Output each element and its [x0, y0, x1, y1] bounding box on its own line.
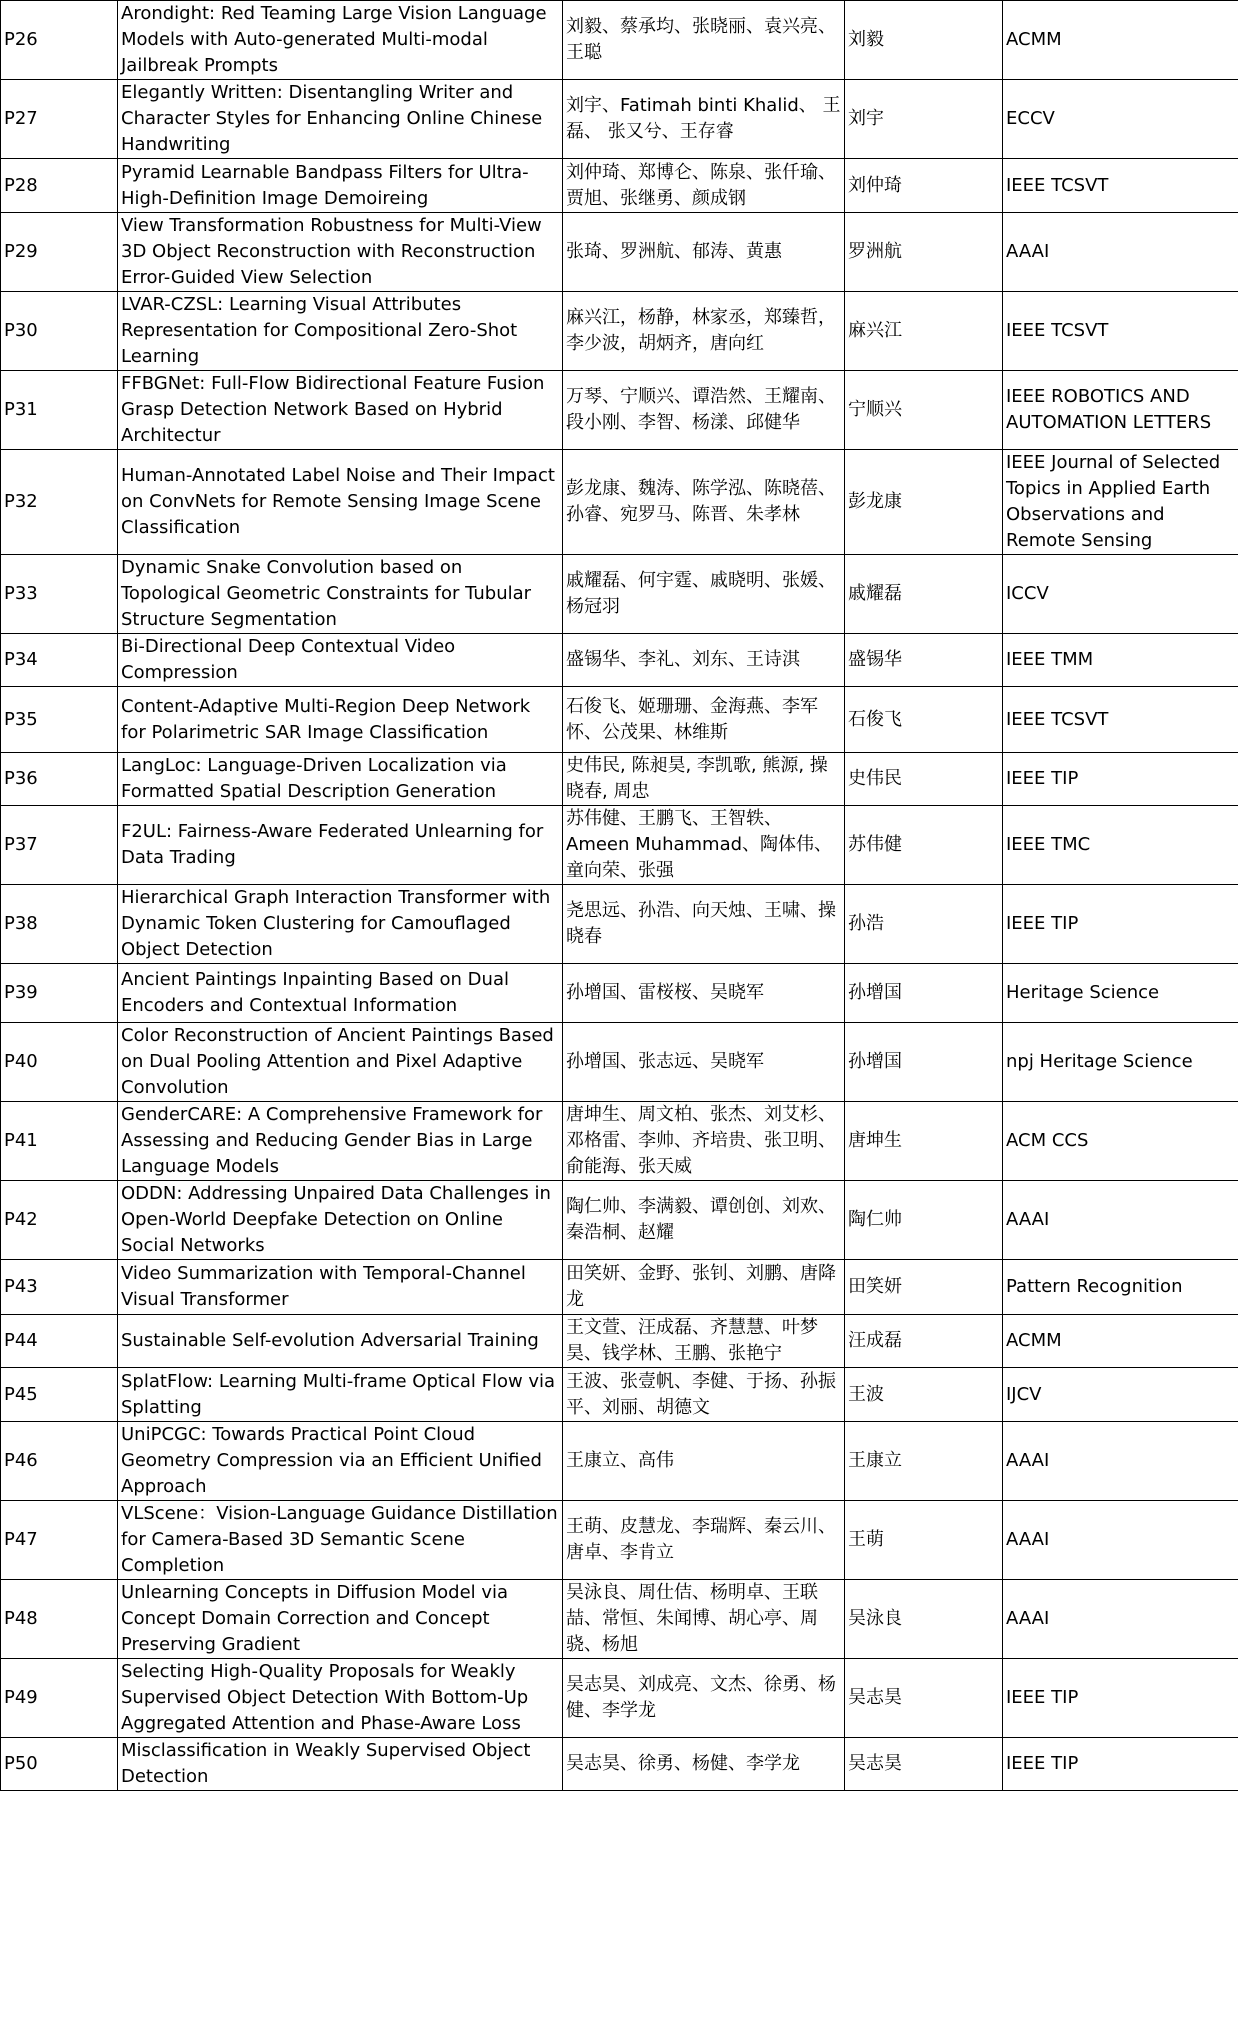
paper-id-cell: P31: [1, 371, 118, 450]
paper-title-cell: VLScene：Vision-Language Guidance Distillation for Camera-Based 3D Semantic Scene Completion: [118, 1501, 563, 1580]
table-row: [1, 964, 1238, 1023]
paper-venue-cell: AAAI: [1003, 213, 1238, 292]
paper-authors-cell: 史伟民, 陈昶昊, 李凯歌, 熊源, 操晓春, 周忠: [563, 753, 845, 806]
table-row: [1, 371, 1238, 450]
first-author-cell: 盛锡华: [845, 634, 1003, 687]
paper-authors-cell: 刘仲琦、郑博仑、陈泉、张仟瑜、贾旭、张继勇、颜成钢: [563, 159, 845, 213]
paper-title-cell: Sustainable Self-evolution Adversarial Training: [118, 1315, 563, 1368]
first-author-cell: 彭龙康: [845, 450, 1003, 555]
paper-title-cell: Human-Annotated Label Noise and Their Impact on ConvNets for Remote Sensing Image Scene Classification: [118, 450, 563, 555]
first-author-cell: 宁顺兴: [845, 371, 1003, 450]
paper-authors-cell: 尧思远、孙浩、向天烛、王啸、操晓春: [563, 885, 845, 964]
paper-title-cell: Arondight: Red Teaming Large Vision Language Models with Auto-generated Multi-modal Jailbreak Prompts: [118, 1, 563, 80]
paper-venue-cell: IEEE TIP: [1003, 1738, 1238, 1791]
paper-venue-cell: IEEE TIP: [1003, 1659, 1238, 1738]
papers-table-body: [1, 1, 1238, 1791]
paper-venue-cell: IEEE TMM: [1003, 634, 1238, 687]
first-author-cell: 戚耀磊: [845, 555, 1003, 634]
paper-authors-cell: 刘毅、蔡承均、张晓丽、袁兴亮、王聪: [563, 1, 845, 80]
paper-id-cell: P39: [1, 964, 118, 1023]
paper-title-cell: Content-Adaptive Multi-Region Deep Network for Polarimetric SAR Image Classification: [118, 687, 563, 753]
paper-authors-cell: 田笑妍、金野、张钊、刘鹏、唐降龙: [563, 1260, 845, 1315]
table-row: [1, 1, 1238, 80]
first-author-cell: 孙增国: [845, 1023, 1003, 1102]
first-author-cell: 吴泳良: [845, 1580, 1003, 1659]
paper-title-cell: Pyramid Learnable Bandpass Filters for Ultra-High-Definition Image Demoireing: [118, 159, 563, 213]
table-row: [1, 885, 1238, 964]
paper-venue-cell: ECCV: [1003, 80, 1238, 159]
table-row: [1, 634, 1238, 687]
paper-title-cell: LVAR-CZSL: Learning Visual Attributes Representation for Compositional Zero-Shot Learning: [118, 292, 563, 371]
paper-venue-cell: Heritage Science: [1003, 964, 1238, 1023]
paper-authors-cell: 王文萱、汪成磊、齐慧慧、叶梦昊、钱学林、王鹏、张艳宁: [563, 1315, 845, 1368]
first-author-cell: 田笑妍: [845, 1260, 1003, 1315]
paper-title-cell: Unlearning Concepts in Diffusion Model via Concept Domain Correction and Concept Preserving Gradient: [118, 1580, 563, 1659]
paper-venue-cell: AAAI: [1003, 1422, 1238, 1501]
table-row: [1, 1102, 1238, 1181]
paper-authors-cell: 唐坤生、周文柏、张杰、刘艾杉、邓格雷、李帅、齐培贵、张卫明、俞能海、张天威: [563, 1102, 845, 1181]
paper-authors-cell: 苏伟健、王鹏飞、王智轶、Ameen Muhammad、陶体伟、童向荣、张强: [563, 806, 845, 885]
paper-authors-cell: 陶仁帅、李满毅、谭创创、刘欢、秦浩桐、赵耀: [563, 1181, 845, 1260]
first-author-cell: 孙浩: [845, 885, 1003, 964]
paper-id-cell: P30: [1, 292, 118, 371]
paper-authors-cell: 吴志昊、刘成亮、文杰、徐勇、杨健、李学龙: [563, 1659, 845, 1738]
paper-venue-cell: IEEE TMC: [1003, 806, 1238, 885]
paper-title-cell: Bi-Directional Deep Contextual Video Compression: [118, 634, 563, 687]
paper-id-cell: P47: [1, 1501, 118, 1580]
table-row: [1, 1260, 1238, 1315]
first-author-cell: 王萌: [845, 1501, 1003, 1580]
paper-id-cell: P43: [1, 1260, 118, 1315]
paper-id-cell: P40: [1, 1023, 118, 1102]
paper-title-cell: SplatFlow: Learning Multi-frame Optical Flow via Splatting: [118, 1368, 563, 1422]
first-author-cell: 麻兴江: [845, 292, 1003, 371]
paper-title-cell: ODDN: Addressing Unpaired Data Challenges in Open-World Deepfake Detection on Online Social Networks: [118, 1181, 563, 1260]
paper-id-cell: P28: [1, 159, 118, 213]
table-row: [1, 1501, 1238, 1580]
paper-venue-cell: IEEE TCSVT: [1003, 292, 1238, 371]
paper-authors-cell: 孙增国、雷桜桜、吴晓军: [563, 964, 845, 1023]
table-row: [1, 555, 1238, 634]
paper-venue-cell: AAAI: [1003, 1580, 1238, 1659]
first-author-cell: 石俊飞: [845, 687, 1003, 753]
paper-authors-cell: 王波、张壹帆、李健、于扬、孙振平、刘丽、胡德文: [563, 1368, 845, 1422]
paper-venue-cell: ACMM: [1003, 1, 1238, 80]
paper-authors-cell: 石俊飞、姬珊珊、金海燕、李军怀、公茂果、林维斯: [563, 687, 845, 753]
table-row: [1, 1738, 1238, 1791]
paper-title-cell: FFBGNet: Full-Flow Bidirectional Feature Fusion Grasp Detection Network Based on Hybrid Architectur: [118, 371, 563, 450]
paper-authors-cell: 孙增国、张志远、吴晓军: [563, 1023, 845, 1102]
table-row: [1, 1315, 1238, 1368]
table-row: [1, 292, 1238, 371]
paper-id-cell: P32: [1, 450, 118, 555]
paper-id-cell: P34: [1, 634, 118, 687]
paper-authors-cell: 刘宇、Fatimah binti Khalid、 王磊、 张又兮、王存睿: [563, 80, 845, 159]
table-row: [1, 80, 1238, 159]
paper-venue-cell: ACM CCS: [1003, 1102, 1238, 1181]
paper-authors-cell: 万琴、宁顺兴、谭浩然、王耀南、段小刚、李智、杨漾、邱健华: [563, 371, 845, 450]
first-author-cell: 刘仲琦: [845, 159, 1003, 213]
table-row: [1, 1368, 1238, 1422]
paper-venue-cell: IEEE TIP: [1003, 753, 1238, 806]
first-author-cell: 孙增国: [845, 964, 1003, 1023]
paper-id-cell: P41: [1, 1102, 118, 1181]
first-author-cell: 唐坤生: [845, 1102, 1003, 1181]
paper-venue-cell: AAAI: [1003, 1181, 1238, 1260]
paper-title-cell: Selecting High-Quality Proposals for Weakly Supervised Object Detection With Bottom-Up Aggregated Attention and Phase-Aware Loss: [118, 1659, 563, 1738]
paper-title-cell: View Transformation Robustness for Multi-View 3D Object Reconstruction with Reconstruction Error-Guided View Selection: [118, 213, 563, 292]
paper-title-cell: Misclassification in Weakly Supervised Object Detection: [118, 1738, 563, 1791]
table-row: [1, 1659, 1238, 1738]
paper-title-cell: Color Reconstruction of Ancient Paintings Based on Dual Pooling Attention and Pixel Adaptive Convolution: [118, 1023, 563, 1102]
table-row: [1, 1422, 1238, 1501]
paper-id-cell: P44: [1, 1315, 118, 1368]
table-row: [1, 806, 1238, 885]
paper-title-cell: LangLoc: Language-Driven Localization via Formatted Spatial Description Generation: [118, 753, 563, 806]
paper-id-cell: P42: [1, 1181, 118, 1260]
paper-title-cell: UniPCGC: Towards Practical Point Cloud Geometry Compression via an Efficient Unified Approach: [118, 1422, 563, 1501]
paper-venue-cell: IEEE TCSVT: [1003, 687, 1238, 753]
first-author-cell: 刘毅: [845, 1, 1003, 80]
paper-id-cell: P48: [1, 1580, 118, 1659]
paper-authors-cell: 盛锡华、李礼、刘东、王诗淇: [563, 634, 845, 687]
paper-venue-cell: IJCV: [1003, 1368, 1238, 1422]
table-row: [1, 213, 1238, 292]
first-author-cell: 罗洲航: [845, 213, 1003, 292]
table-row: [1, 687, 1238, 753]
table-row: [1, 1023, 1238, 1102]
paper-venue-cell: ACMM: [1003, 1315, 1238, 1368]
paper-id-cell: P35: [1, 687, 118, 753]
first-author-cell: 陶仁帅: [845, 1181, 1003, 1260]
paper-authors-cell: 彭龙康、魏涛、陈学泓、陈晓蓓、孙睿、宛罗马、陈晋、朱孝林: [563, 450, 845, 555]
paper-id-cell: P50: [1, 1738, 118, 1791]
paper-id-cell: P27: [1, 80, 118, 159]
first-author-cell: 吴志昊: [845, 1659, 1003, 1738]
paper-venue-cell: Pattern Recognition: [1003, 1260, 1238, 1315]
paper-venue-cell: AAAI: [1003, 1501, 1238, 1580]
paper-authors-cell: 张琦、罗洲航、郁涛、黄惠: [563, 213, 845, 292]
first-author-cell: 刘宇: [845, 80, 1003, 159]
paper-venue-cell: IEEE Journal of Selected Topics in Applied Earth Observations and Remote Sensing: [1003, 450, 1238, 555]
paper-title-cell: Dynamic Snake Convolution based on Topological Geometric Constraints for Tubular Structure Segmentation: [118, 555, 563, 634]
paper-id-cell: P33: [1, 555, 118, 634]
first-author-cell: 吴志昊: [845, 1738, 1003, 1791]
paper-authors-cell: 吴志昊、徐勇、杨健、李学龙: [563, 1738, 845, 1791]
paper-authors-cell: 麻兴江，杨静，林家丞，郑臻哲，李少波，胡炳齐，唐向红: [563, 292, 845, 371]
paper-id-cell: P46: [1, 1422, 118, 1501]
paper-id-cell: P38: [1, 885, 118, 964]
first-author-cell: 汪成磊: [845, 1315, 1003, 1368]
paper-venue-cell: npj Heritage Science: [1003, 1023, 1238, 1102]
paper-id-cell: P37: [1, 806, 118, 885]
table-row: [1, 450, 1238, 555]
paper-title-cell: Ancient Paintings Inpainting Based on Dual Encoders and Contextual Information: [118, 964, 563, 1023]
paper-venue-cell: IEEE TIP: [1003, 885, 1238, 964]
table-row: [1, 159, 1238, 213]
paper-authors-cell: 戚耀磊、何宇霆、戚晓明、张媛、杨冠羽: [563, 555, 845, 634]
paper-title-cell: GenderCARE: A Comprehensive Framework for Assessing and Reducing Gender Bias in Large Language Models: [118, 1102, 563, 1181]
table-row: [1, 1181, 1238, 1260]
paper-title-cell: Hierarchical Graph Interaction Transformer with Dynamic Token Clustering for Camouflaged Object Detection: [118, 885, 563, 964]
paper-id-cell: P29: [1, 213, 118, 292]
paper-id-cell: P26: [1, 1, 118, 80]
first-author-cell: 王康立: [845, 1422, 1003, 1501]
paper-title-cell: Video Summarization with Temporal-Channel Visual Transformer: [118, 1260, 563, 1315]
paper-title-cell: F2UL: Fairness-Aware Federated Unlearning for Data Trading: [118, 806, 563, 885]
paper-venue-cell: ICCV: [1003, 555, 1238, 634]
paper-venue-cell: IEEE TCSVT: [1003, 159, 1238, 213]
table-row: [1, 1580, 1238, 1659]
paper-authors-cell: 吴泳良、周仕佶、杨明卓、王联喆、常恒、朱闻博、胡心亭、周骁、杨旭: [563, 1580, 845, 1659]
first-author-cell: 苏伟健: [845, 806, 1003, 885]
paper-title-cell: Elegantly Written: Disentangling Writer and Character Styles for Enhancing Online Chinese Handwriting: [118, 80, 563, 159]
paper-id-cell: P49: [1, 1659, 118, 1738]
first-author-cell: 王波: [845, 1368, 1003, 1422]
paper-id-cell: P36: [1, 753, 118, 806]
table-row: [1, 753, 1238, 806]
first-author-cell: 史伟民: [845, 753, 1003, 806]
paper-venue-cell: IEEE ROBOTICS AND AUTOMATION LETTERS: [1003, 371, 1238, 450]
paper-authors-cell: 王康立、高伟: [563, 1422, 845, 1501]
paper-id-cell: P45: [1, 1368, 118, 1422]
paper-authors-cell: 王萌、皮慧龙、李瑞辉、秦云川、唐卓、李肯立: [563, 1501, 845, 1580]
